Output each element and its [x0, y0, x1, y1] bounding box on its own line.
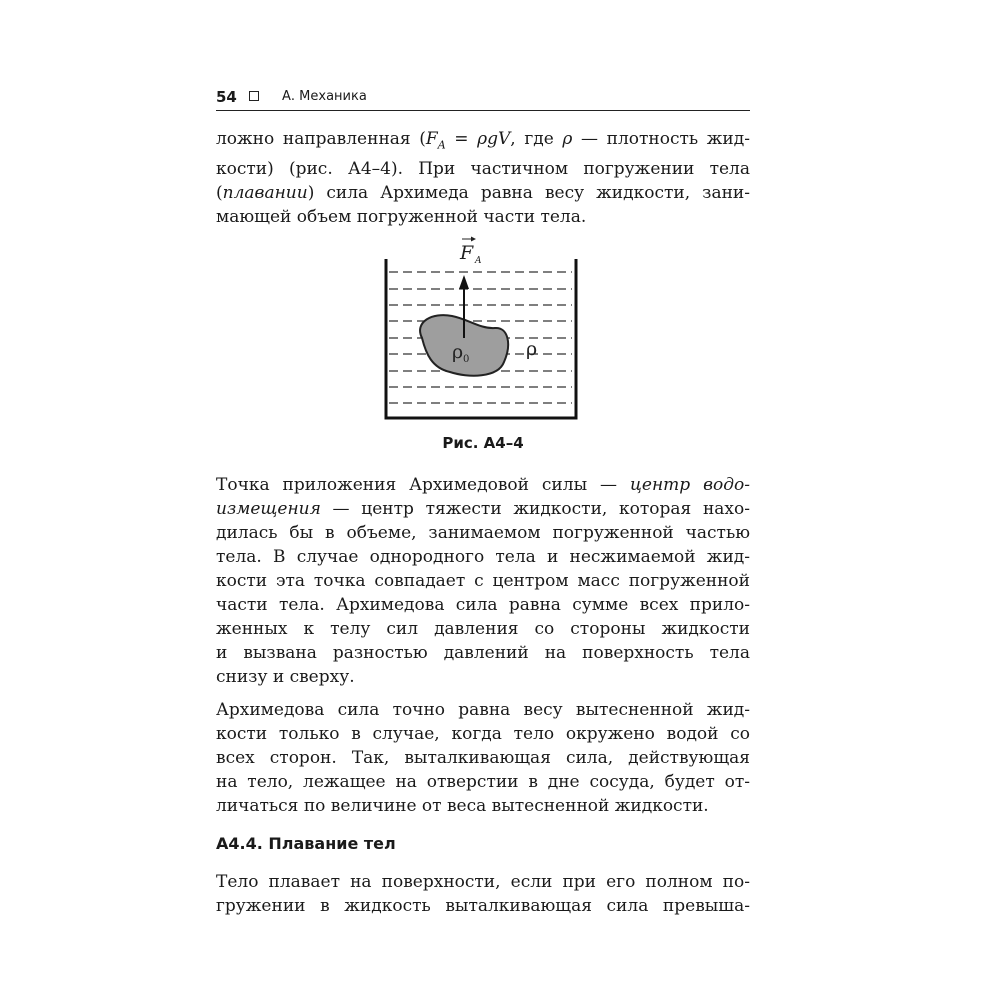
- text-line: Точка приложения Архимедовой силы — центр водо-: [216, 475, 750, 495]
- text-line: (плавании) сила Архимеда равна весу жидкости, зани-: [216, 183, 750, 204]
- text-line: Архимедова сила точно равна весу вытесненной жид-: [216, 700, 750, 720]
- text-line: Тело плавает на поверхности, если при его полном по-: [216, 872, 750, 892]
- text-line: всех сторон. Так, выталкивающая сила, действующая: [216, 748, 750, 768]
- text-line: гружении в жидкость выталкивающая сила превыша-: [216, 896, 750, 916]
- vector-arrowhead-icon: [471, 237, 476, 242]
- liquid-density-label: ρ: [526, 338, 538, 360]
- force-label: F: [460, 242, 474, 264]
- force-arrow-head: [459, 275, 469, 289]
- text-line: ложно направленная ($F_A = \rho gV$, где ρ — плотность жид-: [216, 129, 750, 152]
- figure-caption: Рис. А4–4: [442, 434, 524, 452]
- running-header: [216, 86, 750, 111]
- text-line: кости только в случае, когда тело окружено водой со: [216, 724, 750, 744]
- vessel-diagram: [380, 232, 590, 424]
- figure-archimedes: [380, 232, 590, 424]
- page-number: 54: [216, 88, 237, 106]
- paragraph-1: [216, 127, 750, 229]
- force-subscript: A: [475, 256, 482, 266]
- body-density-label: ρ: [452, 341, 464, 363]
- text-line: мающей объем погруженной части тела.: [216, 207, 587, 228]
- paragraph-2: [216, 473, 750, 689]
- section-heading: А4.4. Плавание тел: [216, 834, 396, 853]
- text-line: на тело, лежащее на отверстии в дне сосуда, будет от-: [216, 772, 750, 792]
- text-line: тела. В случае однородного тела и несжимаемой жид-: [216, 547, 750, 567]
- text-line: кости эта точка совпадает с центром масс погруженной: [216, 571, 750, 591]
- text-line: измещения — центр тяжести жидкости, которая нахо-: [216, 499, 750, 519]
- body-density-subscript: 0: [463, 354, 470, 365]
- text-line: снизу и сверху.: [216, 667, 355, 687]
- paragraph-3: [216, 698, 750, 818]
- text-line: части тела. Архимедова сила равна сумме всех прило-: [216, 595, 750, 615]
- text-line: кости) (рис. А4–4). При частичном погружении тела: [216, 159, 750, 180]
- square-bullet-icon: [249, 91, 259, 101]
- text-line: женных к телу сил давления со стороны жидкости: [216, 619, 750, 639]
- text-line: и вызвана разностью давлений на поверхность тела: [216, 643, 750, 663]
- text-line: дилась бы в объеме, занимаемом погруженной частью: [216, 523, 750, 543]
- paragraph-4: [216, 870, 750, 918]
- text-line: личаться по величине от веса вытесненной жидкости.: [216, 796, 709, 816]
- chapter-title: А. Механика: [282, 89, 367, 104]
